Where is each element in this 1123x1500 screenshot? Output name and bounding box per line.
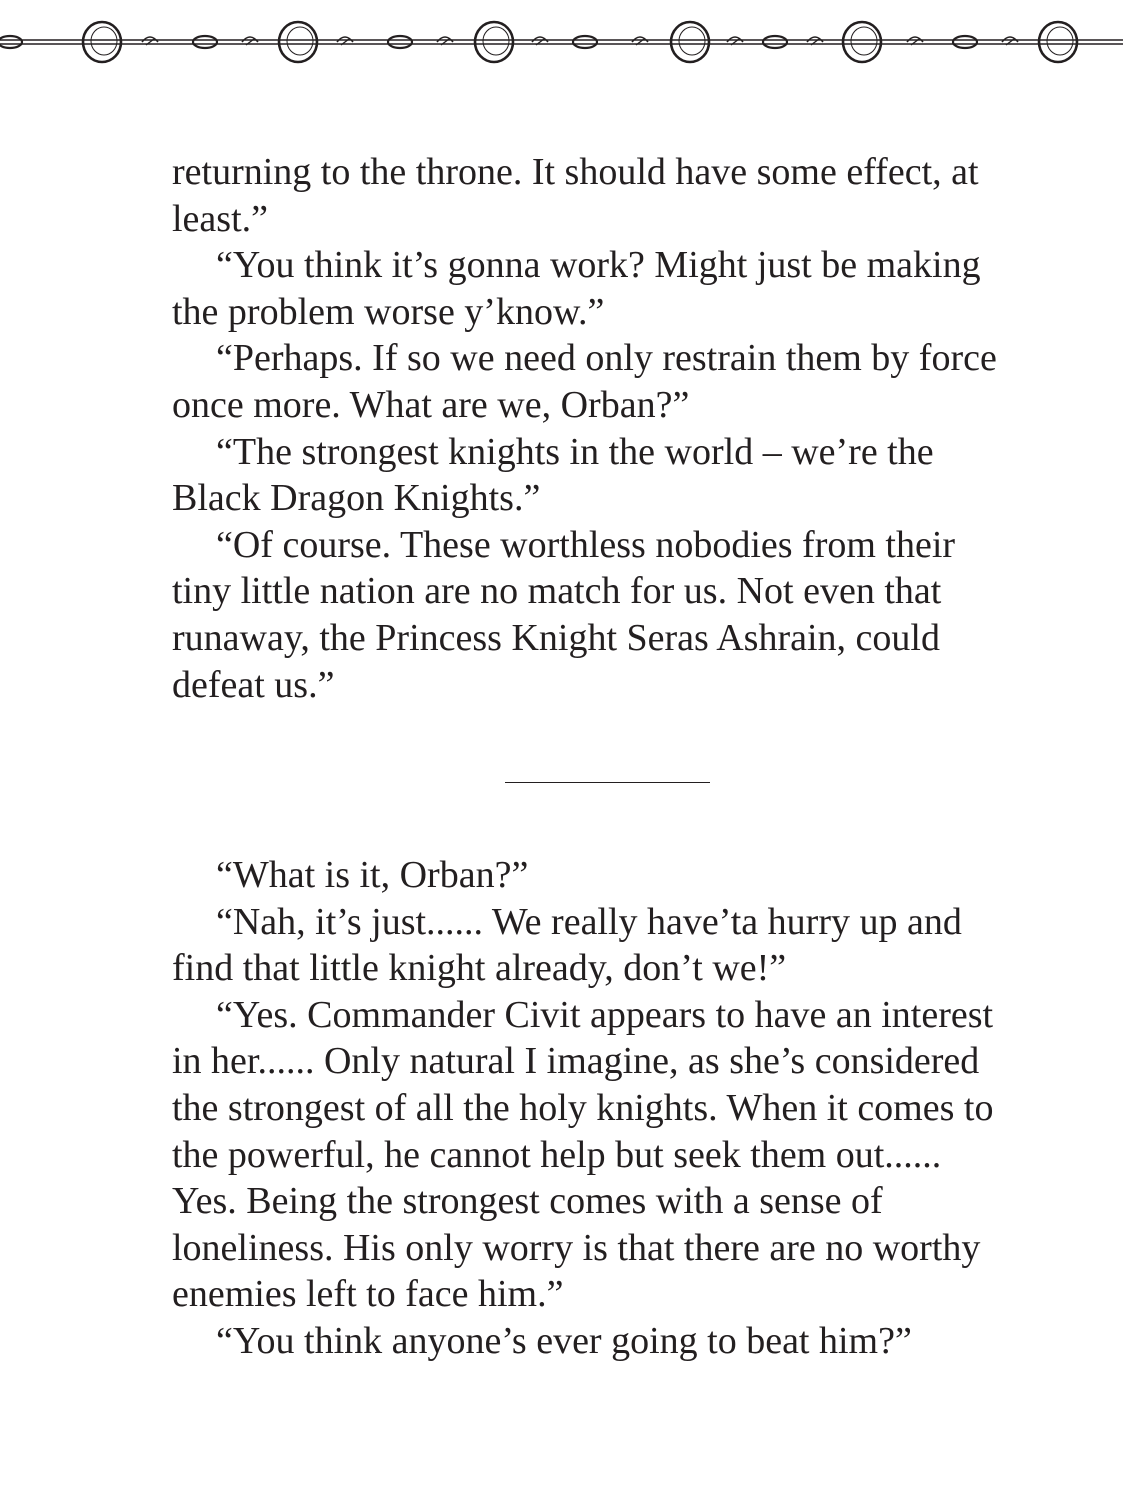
paragraph: “You think it’s gonna work? Might just be making the problem worse y’know.” — [172, 244, 981, 333]
paragraph: “What is it, Orban?” — [216, 854, 529, 896]
paragraph: “Of course. These worthless nobodies from their tiny little nation are no match for us. Not even that runaway, the Princess Knight Seras Ashrain, could defeat us.” — [172, 523, 956, 706]
paragraph: “The strongest knights in the world – we’re the Black Dragon Knights.” — [172, 430, 934, 520]
section-2 — [172, 852, 1002, 1365]
paragraph: returning to the throne. It should have some effect, at least.” — [172, 151, 979, 240]
paragraph: “Yes. Commander Civit appears to have an interest in her...... Only natural I imagine, as she’s considered the strongest of all the holy knights. When it comes to the powerful, he cannot help but seek them out...... Yes. Being the strongest comes with a sense of loneliness. His only worry is that there are no worthy enemies left to face him.” — [172, 993, 994, 1316]
chain-border-icon — [0, 0, 1123, 90]
section-1 — [172, 149, 1002, 708]
paragraph: “Perhaps. If so we need only restrain them by force once more. What are we, Orban?” — [172, 337, 997, 426]
paragraph: “Nah, it’s just...... We really have’ta hurry up and find that little knight already, don’t we!” — [172, 900, 962, 990]
scene-break-divider — [505, 782, 710, 783]
paragraph: “You think anyone’s ever going to beat him?” — [216, 1319, 912, 1362]
